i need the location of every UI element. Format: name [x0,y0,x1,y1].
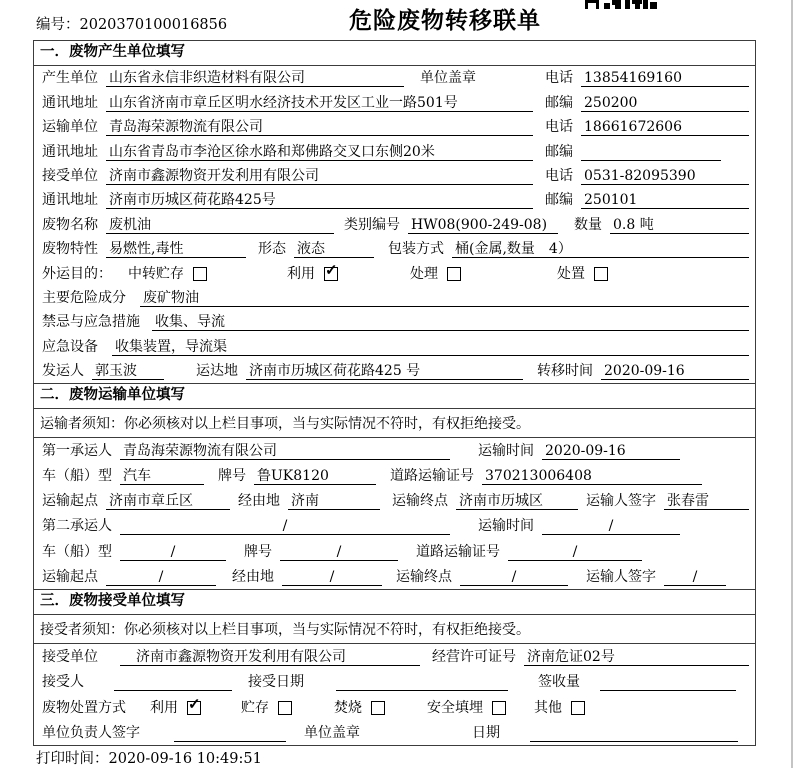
route1-row [34,488,755,513]
route2-start-label: 运输起点 [42,568,98,585]
waste-category-label: 类别编号 [344,216,400,233]
route2-row [34,564,755,589]
transfer-time-label: 转移时间 [537,363,593,380]
vehicle2-type-label: 车（船）型 [42,543,112,560]
section1-header: 一．废物产生单位填写 [34,41,755,66]
sign-date-label: 日期 [472,725,500,742]
dispatch-row [34,359,755,383]
producer-address-value: 山东省济南市章丘区明水经济技术开发区工业一路501号 [106,95,533,112]
second-carrier-row [34,513,755,538]
disposal-option-label: 利用 [150,699,178,716]
hazard-component-row [34,286,755,310]
serial-value: 2020370100016856 [79,17,228,33]
waste-traits-row [34,237,755,261]
receipt-qty-label: 签收量 [538,674,580,691]
page-edge-line [791,0,793,768]
utilize-checkbox[interactable] [324,261,338,281]
purpose-option-transfer-storage [128,266,207,283]
route2-sign-label: 运输人签字 [586,568,656,585]
disposal-option-label: 焚烧 [334,699,362,716]
transport-time2-value: / [542,518,680,535]
second-carrier-label: 第二承运人 [42,518,112,535]
accept-unit-label: 接受单位 [42,649,98,666]
route2-via-value: / [282,569,382,586]
transporter-phone-value: 18661672606 [581,119,749,136]
checkbox-mark: ✓ [325,261,338,280]
route1-via-label: 经由地 [238,493,280,510]
taboo-measures-label: 禁忌与应急措施 [42,314,140,331]
producer-zip-value: 250200 [581,95,749,112]
receiver-notice: 接受者须知：你必须核对以上栏目事项，当与实际情况不符时，有权拒绝接受。 [34,615,755,644]
road-license1-value: 370213006408 [482,468,702,485]
qr-code-fragment-icon [585,0,657,10]
route2-start-value: / [106,569,216,586]
waste-qty-label: 数量 [574,216,602,233]
waste-name-value: 废机油 [106,217,334,234]
dispose-checkbox[interactable] [594,267,608,281]
route2-via-label: 经由地 [232,568,274,585]
purpose-option-label: 中转贮存 [128,265,184,282]
waste-form-value: 液态 [294,241,374,258]
destination-label: 运达地 [196,363,238,380]
accept-unit-row [34,644,755,669]
accept-person-value [114,674,232,691]
producer-phone-label: 电话 [545,70,573,87]
receiver-unit-label: 接受单位 [42,167,98,184]
disposal-landfill-checkbox[interactable] [492,701,506,715]
emergency-equipment-label: 应急设备 [42,338,98,355]
second-carrier-value: / [120,518,450,535]
purpose-row [34,261,755,285]
emergency-equipment-row [34,334,755,358]
vehicle1-type-label: 车（船）型 [42,468,112,485]
transport-time1-value: 2020-09-16 [542,443,680,460]
receiver-unit-row [34,164,755,188]
disposal-option-utilize [150,695,201,717]
disposal-storage-checkbox[interactable] [278,701,292,715]
receiver-zip-value: 250101 [581,192,749,209]
operating-license-label: 经营许可证号 [432,649,516,666]
transporter-unit-value: 青岛海荣源物流有限公司 [106,119,533,136]
disposal-option-label: 贮存 [241,699,269,716]
purpose-option-label: 利用 [287,265,315,282]
producer-address-row [34,90,755,114]
producer-phone-value: 13854169160 [581,70,749,87]
waste-traits-label: 废物特性 [42,241,98,258]
plate1-label: 牌号 [218,468,246,485]
waste-name-label: 废物名称 [42,216,98,233]
disposal-method-label: 废物处置方式 [42,699,126,716]
treat-checkbox[interactable] [447,267,461,281]
waste-qty-value: 0.8 吨 [610,217,749,234]
purpose-option-dispose [557,266,608,283]
transporter-address-label: 通讯地址 [42,143,98,160]
accept-date-label: 接受日期 [248,674,304,691]
hazard-component-label: 主要危险成分 [42,289,126,306]
purpose-label: 外运目的： [42,265,112,282]
disposal-option-storage [241,700,292,717]
taboo-measures-row [34,310,755,334]
hazard-component-value: 废矿物油 [140,290,749,307]
receipt-row [34,669,755,694]
receiver-address-row [34,188,755,212]
transporter-unit-row [34,115,755,139]
plate2-label: 牌号 [244,543,272,560]
route1-via-value: 济南 [288,493,380,510]
waste-category-value: HW08(900-249-08) [408,217,558,234]
transfer-time-value: 2020-09-16 [601,363,749,380]
shipper-value: 郭玉波 [92,363,164,380]
receiver-phone-label: 电话 [545,167,573,184]
packing-value: 桶(金属,数量 4） [452,241,749,258]
sign-date-value [530,725,738,742]
route1-start-value: 济南市章丘区 [106,493,230,510]
emergency-equipment-value: 收集装置，导流渠 [112,339,749,356]
plate1-value: 鲁UK8120 [254,468,376,485]
waste-name-row [34,212,755,236]
transporter-address-row [34,139,755,163]
producer-unit-label: 产生单位 [42,70,98,87]
route1-sign-value: 张春雷 [664,493,749,510]
transporter-notice: 运输者须知：你必须核对以上栏目事项，当与实际情况不符时，有权拒绝接受。 [34,409,755,438]
producer-unit-row [34,66,755,90]
route1-start-label: 运输起点 [42,493,98,510]
road-license2-value: / [508,544,642,561]
receipt-qty-value [600,674,736,691]
disposal-option-incinerate [334,700,385,717]
route1-sign-label: 运输人签字 [586,493,656,510]
destination-value: 济南市历城区荷花路425 号 [246,363,523,380]
transport-time2-label: 运输时间 [478,518,534,535]
route2-end-value: / [460,569,568,586]
transfer-storage-checkbox[interactable] [193,267,207,281]
manifest-form [33,40,756,746]
vehicle1-row [34,463,755,488]
first-carrier-row [34,438,755,463]
receiver-address-label: 通讯地址 [42,192,98,209]
plate2-value: / [280,544,398,561]
purpose-option-label: 处理 [410,265,438,282]
disposal-option-label: 安全填埋 [427,699,483,716]
disposal-option-landfill [427,700,506,717]
purpose-option-label: 处置 [557,265,585,282]
signature-row [34,720,755,745]
responsible-sign-label: 单位负责人签字 [42,725,140,742]
transporter-address-value: 山东省青岛市李沧区徐水路和郑佛路交叉口东侧20米 [106,144,533,161]
producer-zip-label: 邮编 [545,94,573,111]
disposal-method-row [34,694,755,719]
road-license2-label: 道路运输证号 [416,543,500,560]
taboo-measures-value: 收集、导流 [152,314,749,331]
vehicle1-type-value: 汽车 [120,468,204,485]
producer-unit-value: 山东省永信非织造材料有限公司 [106,70,404,87]
section2-header: 二．废物运输单位填写 [34,383,755,409]
purpose-option-utilize [287,261,338,283]
disposal-other-checkbox[interactable] [571,701,585,715]
print-time [36,747,262,768]
responsible-sign-value [174,725,286,742]
print-time-value: 2020-09-16 10:49:51 [108,751,262,767]
packing-label: 包装方式 [388,241,444,258]
disposal-option-label: 其他 [534,699,562,716]
serial-number [36,13,227,34]
disposal-utilize-checkbox[interactable] [187,695,201,715]
section3-header: 三．废物接受单位填写 [34,589,755,615]
accept-date-value [336,674,508,691]
page-title: 危险废物转移联单 [349,8,541,34]
shipper-label: 发运人 [42,363,84,380]
receiver-unit-value: 济南市鑫源物资开发利用有限公司 [106,168,533,185]
route2-end-label: 运输终点 [396,568,452,585]
receiver-phone-value: 0531-82095390 [581,168,749,185]
print-time-label: 打印时间： [36,751,109,767]
operating-license-value: 济南危证02号 [524,649,749,666]
waste-form-label: 形态 [258,241,286,258]
waste-traits-value: 易燃性,毒性 [106,241,246,258]
transporter-unit-label: 运输单位 [42,119,98,136]
disposal-option-other [534,700,585,717]
page-header [0,0,796,40]
route1-end-label: 运输终点 [392,493,448,510]
receiver-zip-label: 邮编 [545,192,573,209]
first-carrier-value: 青岛海荣源物流有限公司 [120,443,450,460]
transporter-zip-value [581,144,721,161]
route2-sign-value: / [664,569,726,586]
accept-person-label: 接受人 [42,674,84,691]
accept-unit-value: 济南市鑫源物资开发利用有限公司 [120,649,420,666]
checkbox-mark: ✓ [188,695,201,714]
unit-seal2-label: 单位盖章 [304,725,360,742]
route1-end-value: 济南市历城区 [456,493,578,510]
purpose-option-treat [410,266,461,283]
serial-label: 编号： [36,17,80,33]
transporter-phone-label: 电话 [545,119,573,136]
unit-seal-label: 单位盖章 [420,70,476,87]
producer-address-label: 通讯地址 [42,94,98,111]
vehicle2-type-value: / [120,544,226,561]
first-carrier-label: 第一承运人 [42,443,112,460]
disposal-incinerate-checkbox[interactable] [371,701,385,715]
transport-time1-label: 运输时间 [478,443,534,460]
receiver-address-value: 济南市历城区荷花路425号 [106,192,533,209]
vehicle2-row [34,538,755,563]
transporter-zip-label: 邮编 [545,143,573,160]
road-license1-label: 道路运输证号 [390,468,474,485]
